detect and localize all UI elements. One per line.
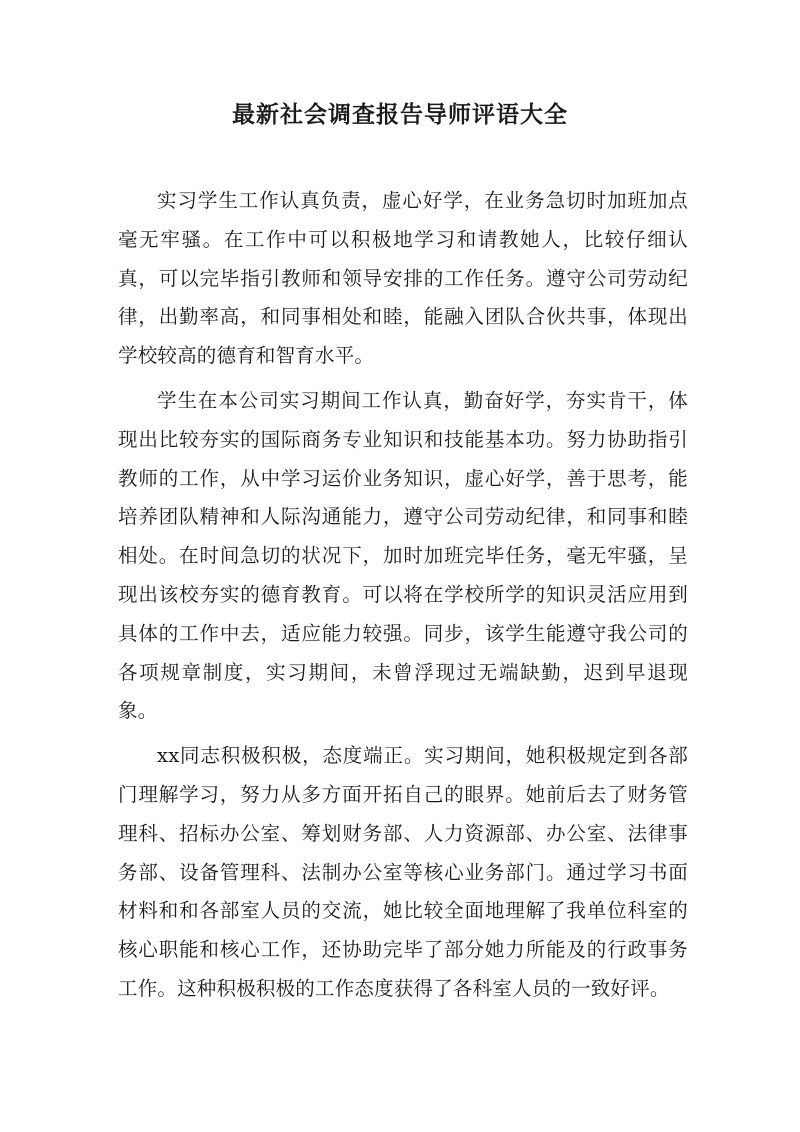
paragraph-2: 学生在本公司实习期间工作认真，勤奋好学，夯实肯干，体现出比较夯实的国际商务专业知识和技能基本功。努力协助指引教师的工作，从中学习运价业务知识，虚心好学，善于思考，能培养团队精神和人际沟通能力，遵守公司劳动纪律，和同事和睦相处。在时间急切的状况下，加时加班完毕任务，毫无牢骚，呈现出该校夯实的德育教育。可以将在学校所学的知识灵活应用到具体的工作中去，适应能力较强。同步，该学生能遵守我公司的各项规章制度，实习期间，未曾浮现过无端缺勤，迟到早退现象。 bbox=[118, 388, 688, 723]
document-body bbox=[118, 182, 688, 1015]
paragraph-3: xx同志积极积极，态度端正。实习期间，她积极规定到各部门理解学习，努力从多方面开拓自己的眼界。她前后去了财务管理科、招标办公室、筹划财务部、人力资源部、办公室、法律事务部、设备管理科、法制办公室等核心业务部门。通过学习书面材料和和各部室人员的交流，她比较全面地理解了我单位科室的核心职能和核心工作，还协助完毕了部分她力所能及的行政事务工作。这种积极积极的工作态度获得了各科室人员的一致好评。 bbox=[118, 744, 688, 1000]
paragraph-1: 实习学生工作认真负责，虚心好学，在业务急切时加班加点毫无牢骚。在工作中可以积极地学习和请教她人，比较仔细认真，可以完毕指引教师和领导安排的工作任务。遵守公司劳动纪律，出勤率高，和同事相处和睦，能融入团队合伙共事，体现出学校较高的德育和智育水平。 bbox=[118, 189, 688, 368]
document-title: 最新社会调查报告导师评语大全 bbox=[232, 101, 568, 128]
